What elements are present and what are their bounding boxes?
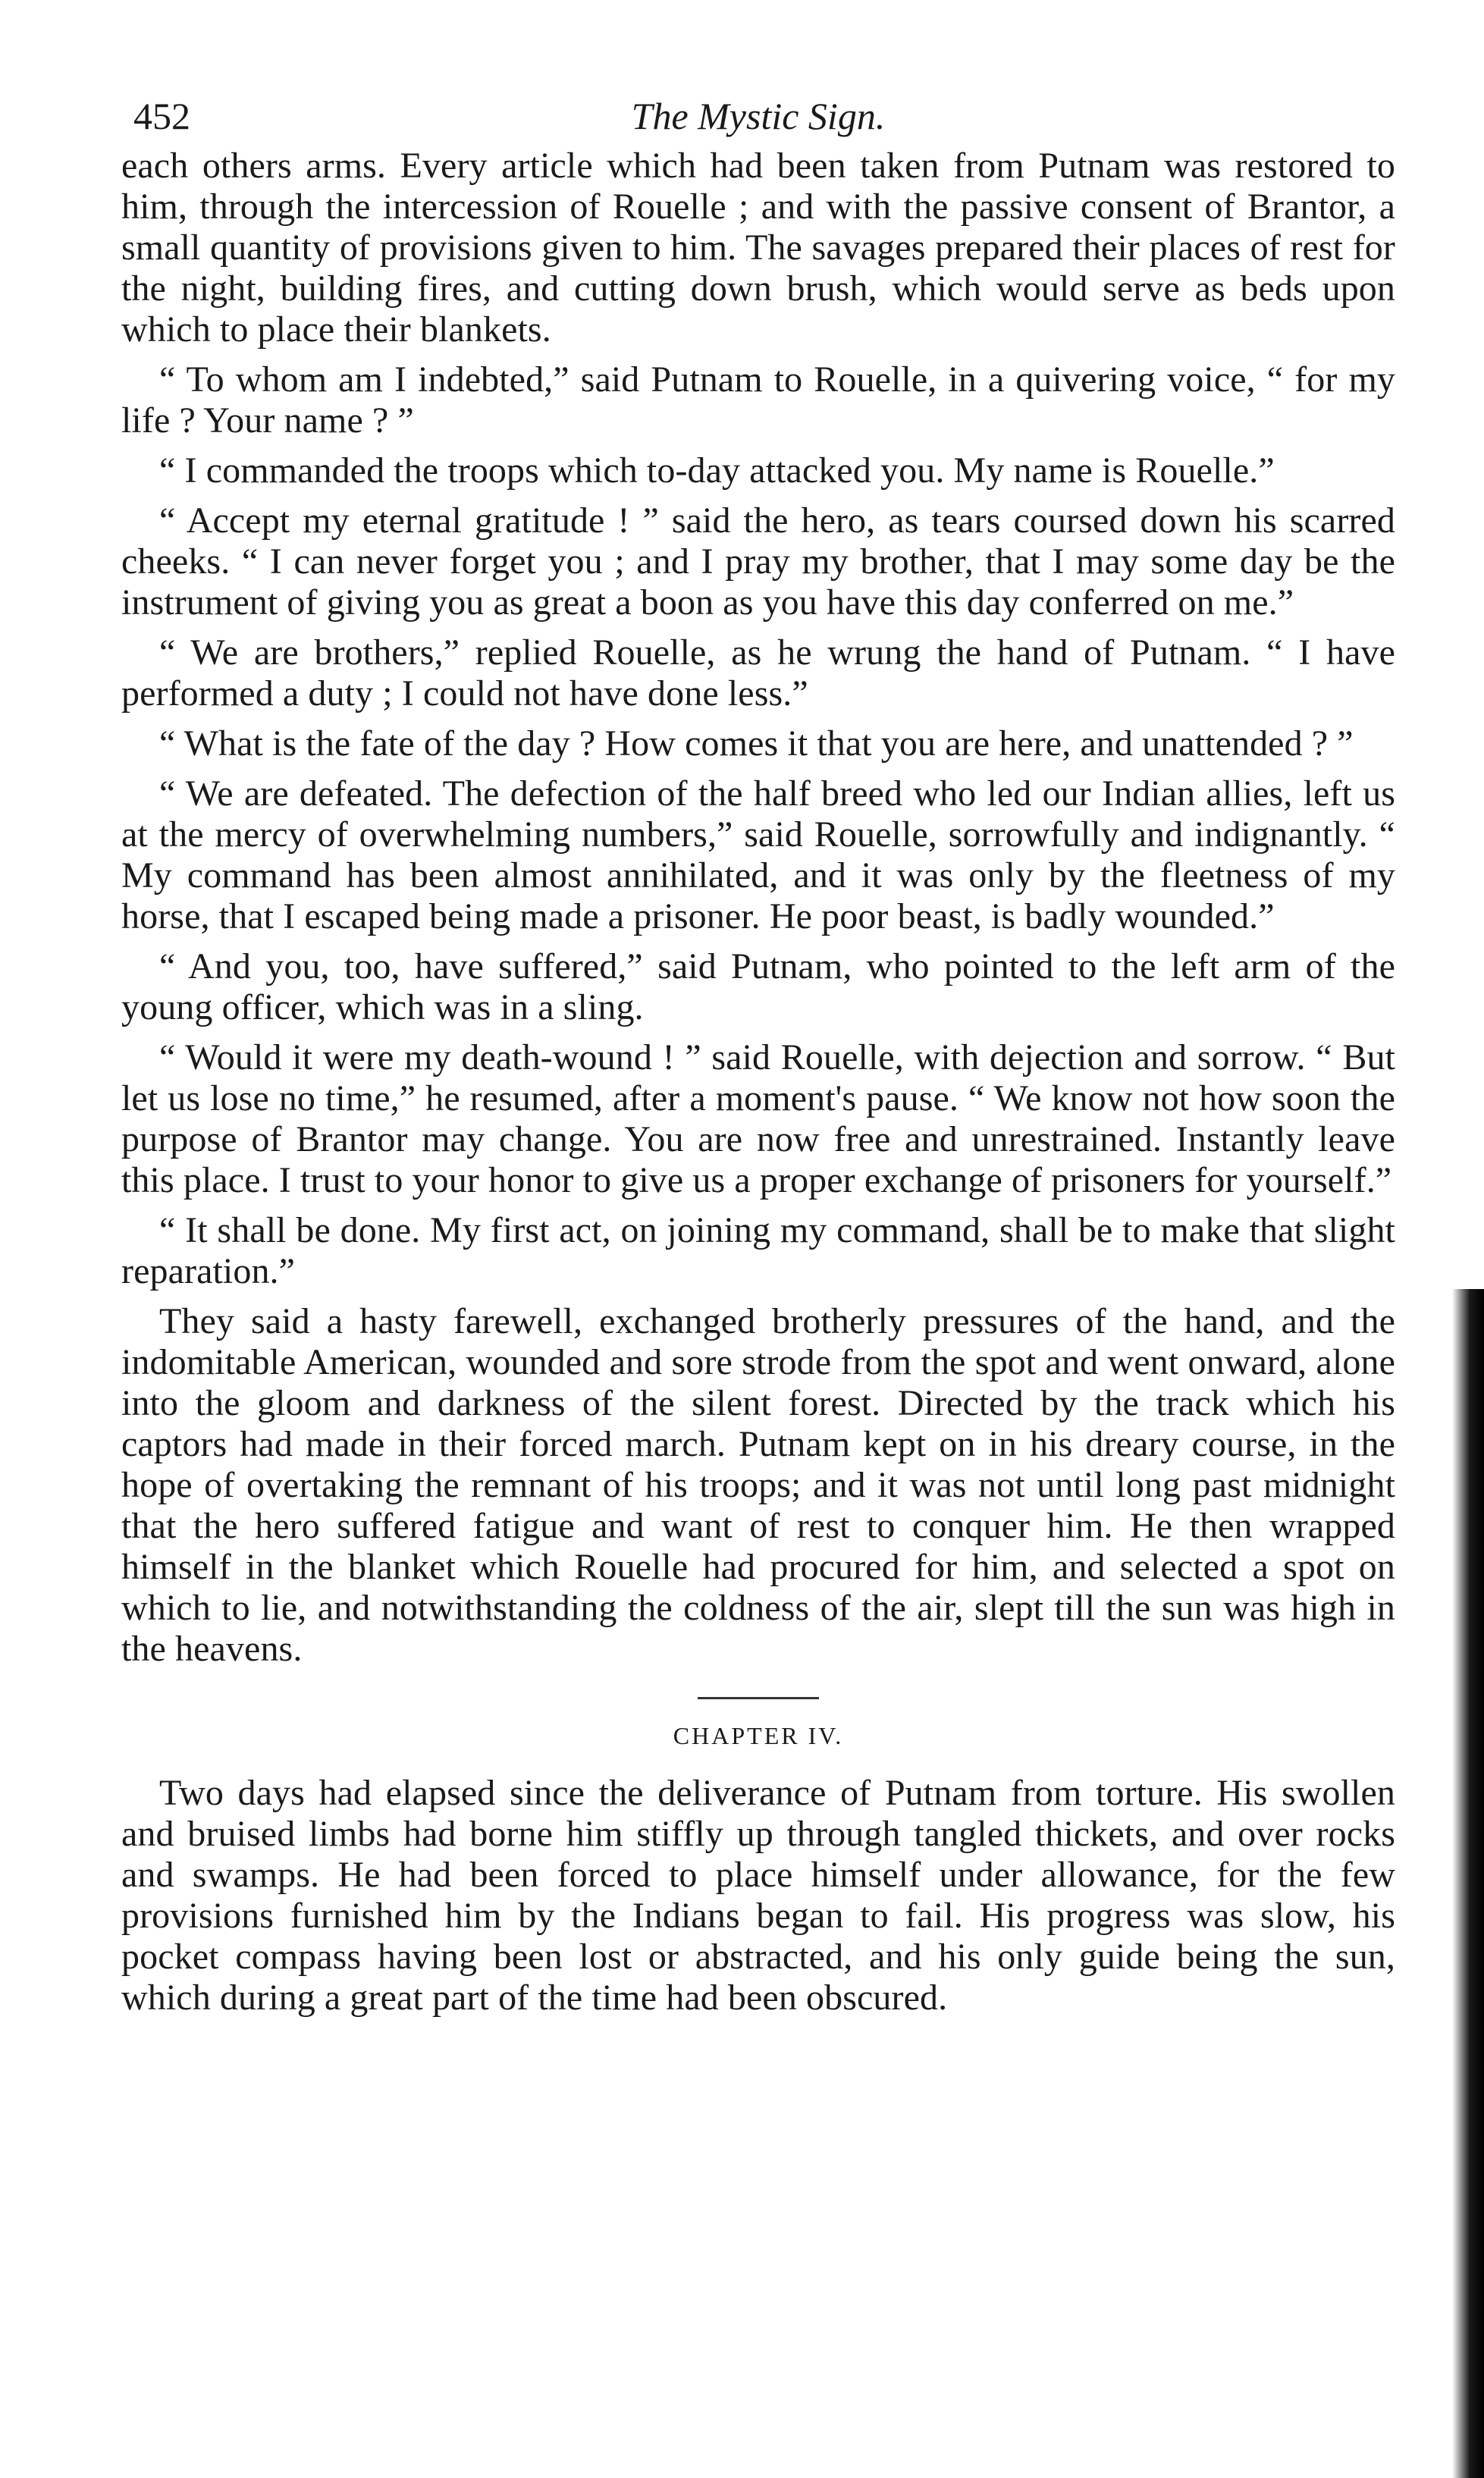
running-title: The Mystic Sign.	[631, 95, 886, 137]
paragraph: “ What is the fate of the day ? How comes it that you are here, and unattended ? ”	[159, 723, 1354, 764]
paragraph: “ We are defeated. The defection of the half breed who led our Indian allies, left us at the mercy of overwhelming numbers,” said Rouelle, sorrowfully and indignantly. “ My command has been almost annihilated, and it was only by the fleetness of my horse, that I escaped being made a prisoner. He poor beast, is badly wounded.”	[121, 773, 1395, 936]
chapter-heading: CHAPTER IV.	[673, 1722, 844, 1749]
paragraph: They said a hasty farewell, exchanged brotherly pressures of the hand, and the indomitable American, wounded and sore strode from the spot and went onward, alone into the gloom and darkness of the silent forest. Directed by the track which his captors had made in their forced march. Putnam kept on in his dreary course, in the hope of overtaking the remnant of his troops; and it was not until long past midnight that the hero suffered fatigue and want of rest to conquer him. He then wrapped himself in the blanket which Rouelle had procured for him, and selected a spot on which to lie, and notwithstanding the coldness of the air, slept till the sun was high in the heavens.	[121, 1301, 1395, 1669]
section-divider	[698, 1697, 819, 1699]
paragraph: “ It shall be done. My first act, on joining my command, shall be to make that slight reparation.”	[121, 1210, 1395, 1291]
paragraph: “ To whom am I indebted,” said Putnam to Rouelle, in a quivering voice, “ for my life ? Your name ? ”	[121, 359, 1395, 441]
book-page	[121, 83, 1395, 2028]
body-text	[121, 146, 1395, 2018]
paragraph: “ Accept my eternal gratitude ! ” said the hero, as tears coursed down his scarred cheeks. “ I can never forget you ; and I pray my brother, that I may some day be the instrument of giving you as great a boon as you have this day conferred on me.”	[121, 500, 1395, 623]
paragraph: “ I commanded the troops which to-day attacked you. My name is Rouelle.”	[159, 450, 1275, 491]
paragraph: “ And you, too, have suffered,” said Putnam, who pointed to the left arm of the young officer, which was in a sling.	[121, 946, 1395, 1027]
paragraph: “ We are brothers,” replied Rouelle, as he wrung the hand of Putnam. “ I have performed a duty ; I could not have done less.”	[121, 632, 1395, 714]
binding-shadow	[1452, 1289, 1484, 2478]
paragraph: “ Would it were my death-wound ! ” said Rouelle, with dejection and sorrow. “ But let us lose no time,” he resumed, after a moment's pause. “ We know not how soon the purpose of Brantor may change. You are now free and unrestrained. Instantly leave this place. I trust to your honor to give us a proper exchange of prisoners for yourself.”	[121, 1037, 1395, 1200]
paragraph: Two days had elapsed since the deliverance of Putnam from torture. His swollen and bruised limbs had borne him stiffly up through tangled thickets, and over rocks and swamps. He had been forced to place himself under allowance, for the few provisions furnished him by the Indians began to fail. His progress was slow, his pocket compass having been lost or abstracted, and his only guide being the sun, which during a great part of the time had been obscured.	[121, 1773, 1395, 2018]
page-number: 452	[133, 95, 190, 137]
paragraph: each others arms. Every article which had been taken from Putnam was restored to him, through the intercession of Rouelle ; and with the passive consent of Brantor, a small quantity of provisions given to him. The savages prepared their places of rest for the night, building fires, and cutting down brush, which would serve as beds upon which to place their blankets.	[121, 146, 1395, 350]
running-head	[121, 83, 1395, 146]
